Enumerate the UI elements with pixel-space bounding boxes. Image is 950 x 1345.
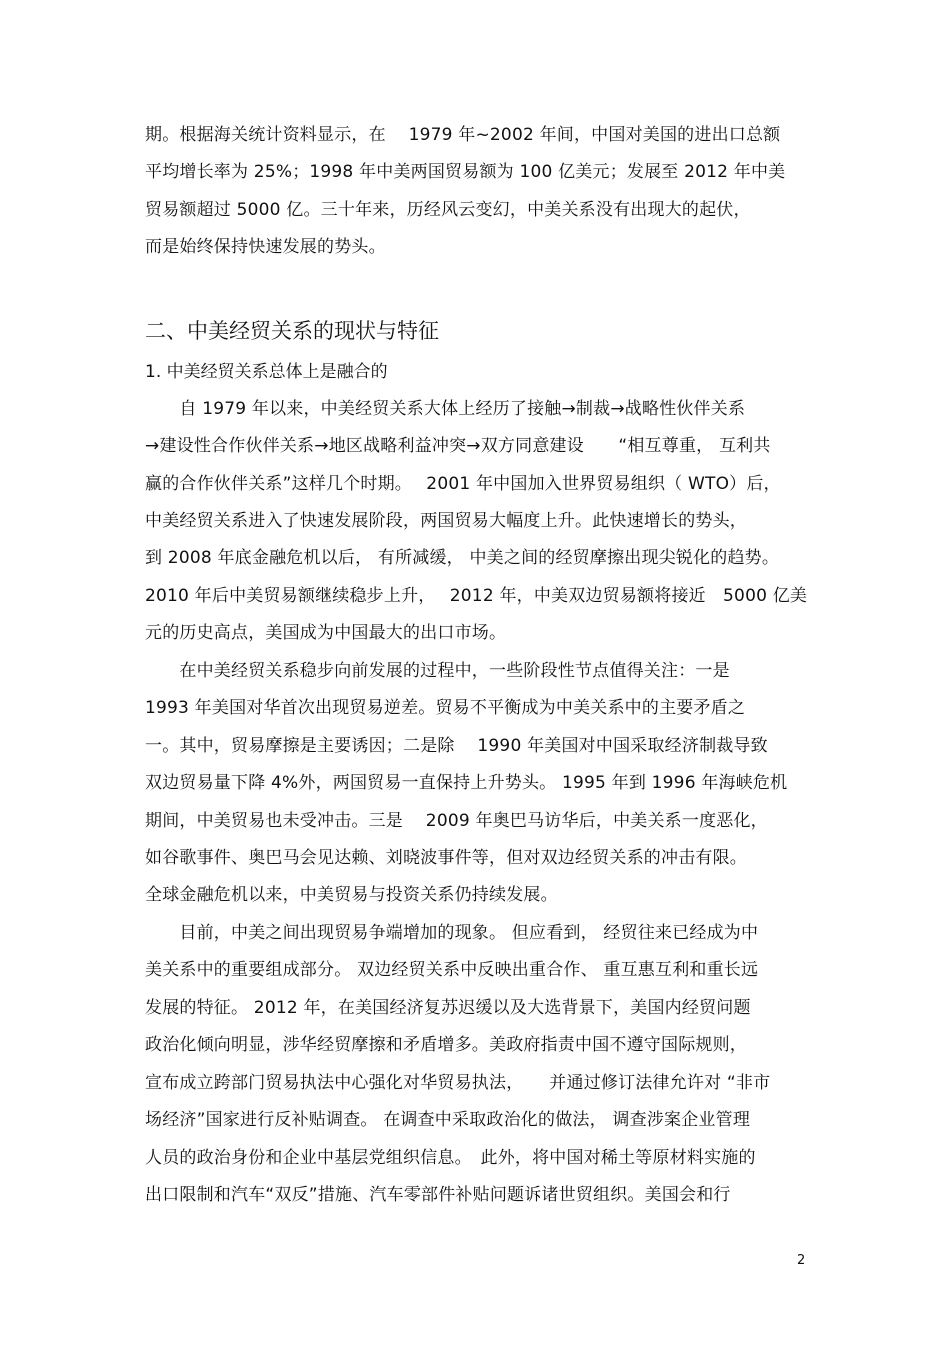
paragraph-2-line-5: 到 2008 年底金融危机以后， 有所减缓， 中美之间的经贸摩擦出现尖锐化的趋势。 [145, 548, 780, 568]
paragraph-3-line-3: 一。其中，贸易摩擦是主要诱因；二是除 1990 年美国对中国采取经济制裁导致 [145, 736, 768, 756]
paragraph-1-line-3: 贸易额超过 5000 亿。三十年来，历经风云变幻，中美关系没有出现大的起伏， [145, 200, 751, 220]
paragraph-2-line-4: 中美经贸关系进入了快速发展阶段，两国贸易大幅度上升。此快速增长的势头， [145, 511, 747, 531]
paragraph-2-line-6: 2010 年后中美贸易额继续稳步上升， 2012 年，中美双边贸易额将接近 5000 亿美 [145, 586, 808, 606]
paragraph-2-line-3: 赢的合作伙伴关系”这样几个时期。 2001 年中国加入世界贸易组织（ WTO）后， [145, 474, 781, 494]
paragraph-4-line-7: 人员的政治身份和企业中基层党组织信息。 此外，将中国对稀土等原材料实施的 [145, 1148, 756, 1168]
paragraph-3-line-2: 1993 年美国对华首次出现贸易逆差。贸易不平衡成为中美关系中的主要矛盾之 [145, 698, 746, 718]
paragraph-3-line-5: 期间，中美贸易也未受冲击。三是 2009 年奥巴马访华后，中美关系一度恶化， [145, 811, 768, 831]
paragraph-3-line-7: 全球金融危机以来，中美贸易与投资关系仍持续发展。 [145, 885, 558, 905]
section-heading: 二、中美经贸关系的现状与特征 [145, 319, 439, 343]
paragraph-3-line-6: 如谷歌事件、奥巴马会见达赖、刘晓波事件等，但对双边经贸关系的冲击有限。 [145, 848, 747, 868]
paragraph-4-line-2: 美关系中的重要组成部分。 双边经贸关系中反映出重合作、 重互惠互利和重长远 [145, 960, 759, 980]
page-number: 2 [797, 1253, 806, 1268]
paragraph-2-line-2: →建设性合作伙伴关系→地区战略利益冲突→双方同意建设 “相互尊重， 互利共 [145, 436, 771, 456]
paragraph-1-line-2: 平均增长率为 25%；1998 年中美两国贸易额为 100 亿美元；发展至 2012 年中美 [145, 162, 786, 182]
paragraph-4-line-8: 出口限制和汽车“双反”措施、汽车零部件补贴问题诉诸世贸组织。美国会和行 [145, 1185, 731, 1205]
paragraph-1-line-4: 而是始终保持快速发展的势头。 [145, 237, 386, 257]
paragraph-2-line-7: 元的历史高点，美国成为中国最大的出口市场。 [145, 623, 507, 643]
paragraph-4-line-4: 政治化倾向明显，涉华经贸摩擦和矛盾增多。美政府指责中国不遵守国际规则， [145, 1035, 747, 1055]
paragraph-3-line-1: 在中美经贸关系稳步向前发展的过程中，一些阶段性节点值得关注：一是 [145, 661, 730, 681]
paragraph-2-line-1: 自 1979 年以来，中美经贸关系大体上经历了接触→制裁→战略性伙伴关系 [145, 399, 746, 419]
paragraph-4-line-1: 目前，中美之间出现贸易争端增加的现象。 但应看到， 经贸往来已经成为中 [145, 923, 759, 943]
paragraph-1-line-1: 期。根据海关统计资料显示，在 1979 年~2002 年间，中国对美国的进出口总额 [145, 125, 781, 145]
paragraph-4-line-3: 发展的特征。 2012 年，在美国经济复苏迟缓以及大选背景下，美国内经贸问题 [145, 998, 751, 1018]
subsection-heading: 1. 中美经贸关系总体上是融合的 [145, 362, 388, 382]
paragraph-3-line-4: 双边贸易量下降 4%外，两国贸易一直保持上升势头。 1995 年到 1996 年海峡危机 [145, 773, 788, 793]
paragraph-4-line-6: 场经济”国家进行反补贴调查。 在调查中采取政治化的做法， 调查涉案企业管理 [145, 1110, 751, 1130]
paragraph-4-line-5: 宣布成立跨部门贸易执法中心强化对华贸易执法， 并通过修订法律允许对 “非市 [145, 1073, 771, 1093]
